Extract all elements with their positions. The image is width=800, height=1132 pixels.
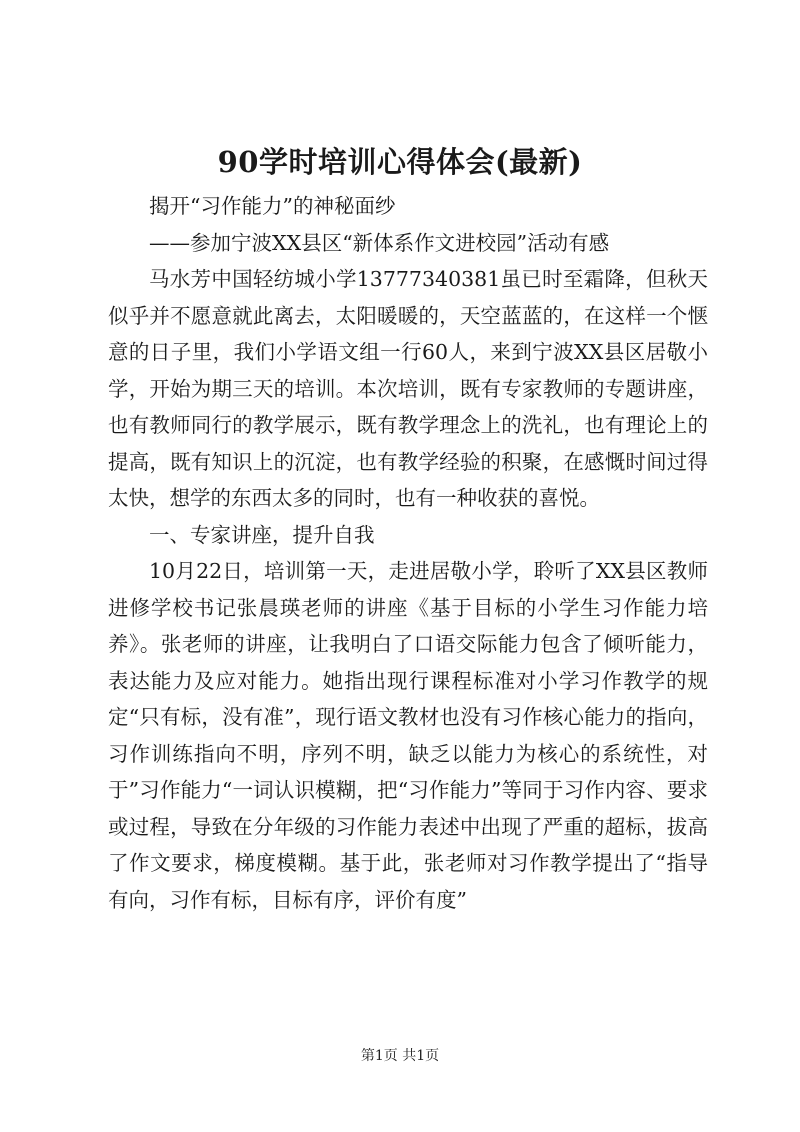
subtitle-tagline: ——参加宁波XX县区“新体系作文进校园”活动有感 [149,230,610,255]
section-heading: 一、专家讲座，提升自我 [149,522,375,547]
page-footer: 第1页 共1页 [360,1048,440,1064]
document-title: 90学时培训心得体会(最新) [217,145,583,179]
body-paragraph: 马水芳中国轻纺城小学13777340381虽已时至霜降，但秋天似乎并不愿意就此离去，太阳暖暖的，天空蓝蓝的，在这样一个惬意的日子里，我们小学语文组一行60人，来到宁波XX县区居敬小学，开始为期三天的培训。本次培训，既有专家教师的专题讲座，也有教师同行的教学展示，既有教学理念上的洗礼，也有理论上的提高，既有知识上的沉淀，也有教学经验的积聚，在感慨时间过得太快，想学的东西太多的同时，也有一种收获的喜悦。 [108,267,708,510]
document-body [108,188,708,918]
subtitle-paragraph: 揭开“习作能力”的神秘面纱 [149,194,396,218]
body-paragraph: 10月22日，培训第一天，走进居敬小学，聆听了XX县区教师进修学校书记张晨瑛老师的讲座《基于目标的小学生习作能力培养》。张老师的讲座，让我明白了口语交际能力包含了倾听能力，表达能力及应对能力。她指出现行课程标准对小学习作教学的规定“只有标，没有准”，现行语文教材也没有习作核心能力的指向，习作训练指向不明，序列不明，缺乏以能力为核心的系统性，对于”习作能力“一词认识模糊，把“习作能力”等同于习作内容、要求或过程，导致在分年级的习作能力表述中出现了严重的超标，拔高了作文要求，梯度模糊。基于此，张老师对习作教学提出了“指导有向，习作有标，目标有序，评价有度” [108,559,708,912]
